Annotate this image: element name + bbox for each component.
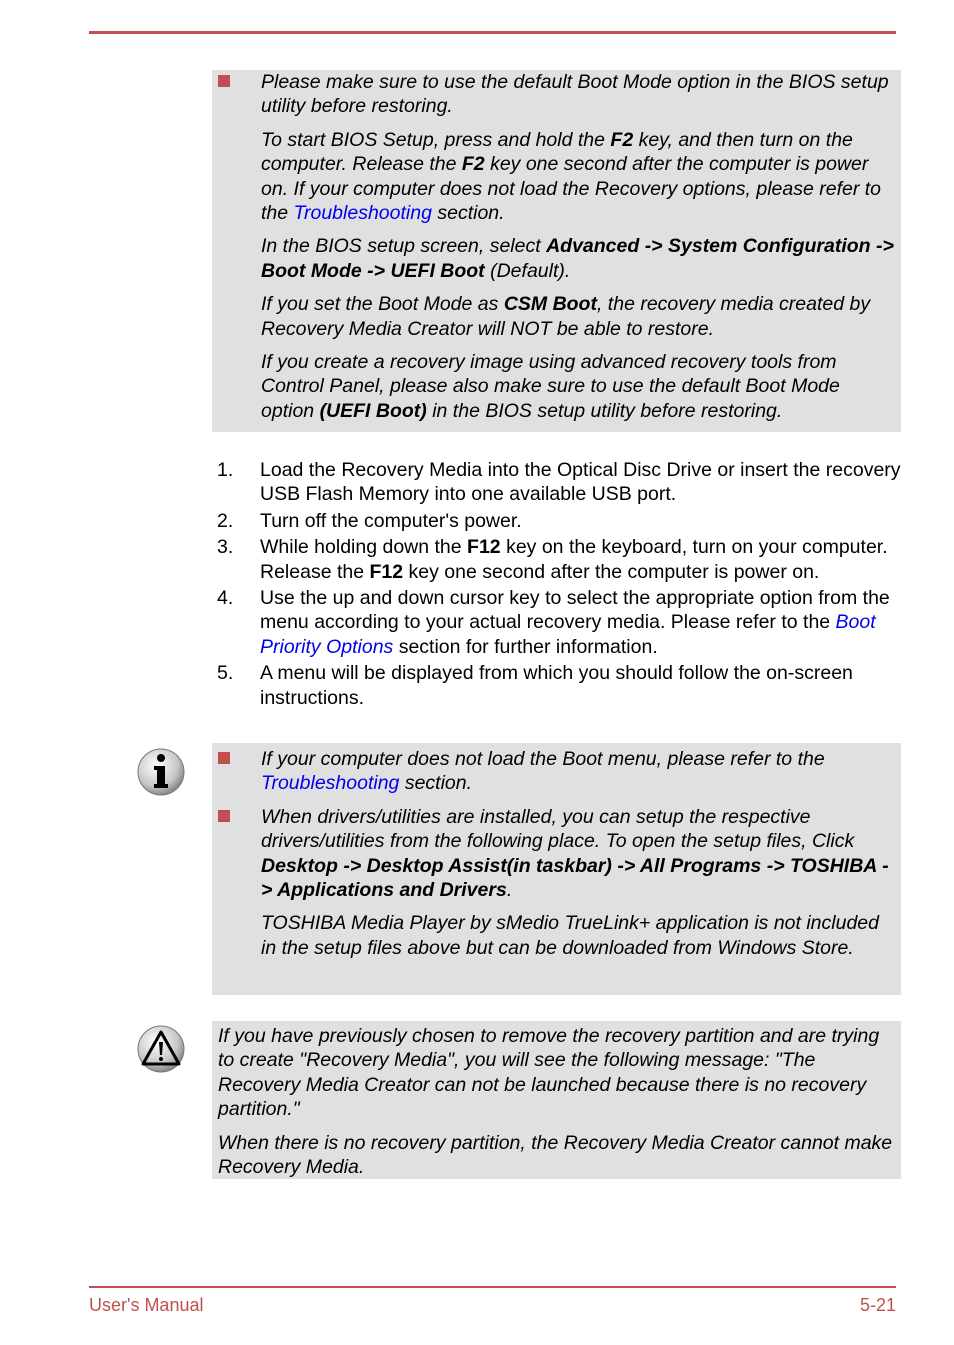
warning-paragraph: When there is no recovery partition, the Recovery Media Creator cannot make Recovery Media. — [218, 1131, 893, 1179]
note-item-bios — [212, 70, 901, 423]
note-item-boot-menu — [212, 747, 901, 796]
troubleshooting-link[interactable]: Troubleshooting — [293, 202, 432, 225]
note-paragraph: In the BIOS setup screen, select Advanced -> System Configuration -> Boot Mode -> UEFI Boot (Default). — [261, 235, 894, 282]
header-rule — [89, 31, 896, 34]
note-paragraph: Please make sure to use the default Boot Mode option in the BIOS setup utility before restoring. — [261, 71, 889, 118]
note-box-bios — [212, 70, 901, 432]
warning-box-recovery — [212, 1021, 901, 1179]
boot-priority-options-link[interactable]: Boot Priority Options — [260, 611, 876, 658]
troubleshooting-link[interactable]: Troubleshooting — [261, 772, 400, 795]
warning-icon — [136, 1024, 186, 1074]
bullet-icon — [218, 752, 230, 764]
list-item: 4. Use the up and down cursor key to select the appropriate option from the menu according to your actual recovery media. Please refer to the Boot Priority Options section for further information. — [217, 587, 890, 658]
info-icon — [136, 747, 186, 797]
note-paragraph: TOSHIBA Media Player by sMedio TrueLink+ application is not included in the setup files above but can be downloaded from Windows Store. — [261, 912, 879, 959]
footer-rule — [89, 1286, 896, 1288]
note-paragraph: When drivers/utilities are installed, you can setup the respective drivers/utilities from the following place. To open the setup files, Click Desktop -> Desktop Assist(in taskbar) -> All Programs -> TOSHIBA -> Applications and Drivers. — [261, 805, 889, 902]
note-paragraph: To start BIOS Setup, press and hold the F2 key, and then turn on the computer. Release the F2 key one second after the computer is power on. If your computer does not load the Recovery options, please refer to the Troubleshooting section. — [261, 128, 882, 225]
steps-list — [217, 458, 901, 712]
note-box-drivers — [212, 743, 901, 995]
warning-paragraph: If you have previously chosen to remove the recovery partition and are trying to create "Recovery Media", you will see the following message: "The Recovery Media Creator can not be launched because there is no recovery partition." — [218, 1025, 880, 1121]
bullet-icon — [218, 75, 230, 87]
footer-manual-title: User's Manual — [89, 1295, 204, 1315]
page-number: 5-21 — [859, 1295, 896, 1315]
list-item: 1. Load the Recovery Media into the Optical Disc Drive or insert the recovery USB Flash Memory into one available USB port. — [217, 459, 901, 506]
note-paragraph: If you set the Boot Mode as CSM Boot, the recovery media created by Recovery Media Creator will NOT be able to restore. — [261, 293, 871, 340]
note-paragraph: If you create a recovery image using advanced recovery tools from Control Panel, please also make sure to use the default Boot Mode option (UEFI Boot) in the BIOS setup utility before restoring. — [261, 351, 840, 422]
note-paragraph: If your computer does not load the Boot menu, please refer to the Troubleshooting section. — [261, 748, 825, 795]
list-item: 2. Turn off the computer's power. — [217, 509, 522, 532]
note-item-drivers — [212, 805, 901, 960]
list-item: 3. While holding down the F12 key on the keyboard, turn on your computer. Release the F12 key one second after the computer is power on. — [217, 536, 888, 583]
list-item: 5. A menu will be displayed from which you should follow the on-screen instructions. — [217, 662, 853, 709]
bullet-icon — [218, 810, 230, 822]
